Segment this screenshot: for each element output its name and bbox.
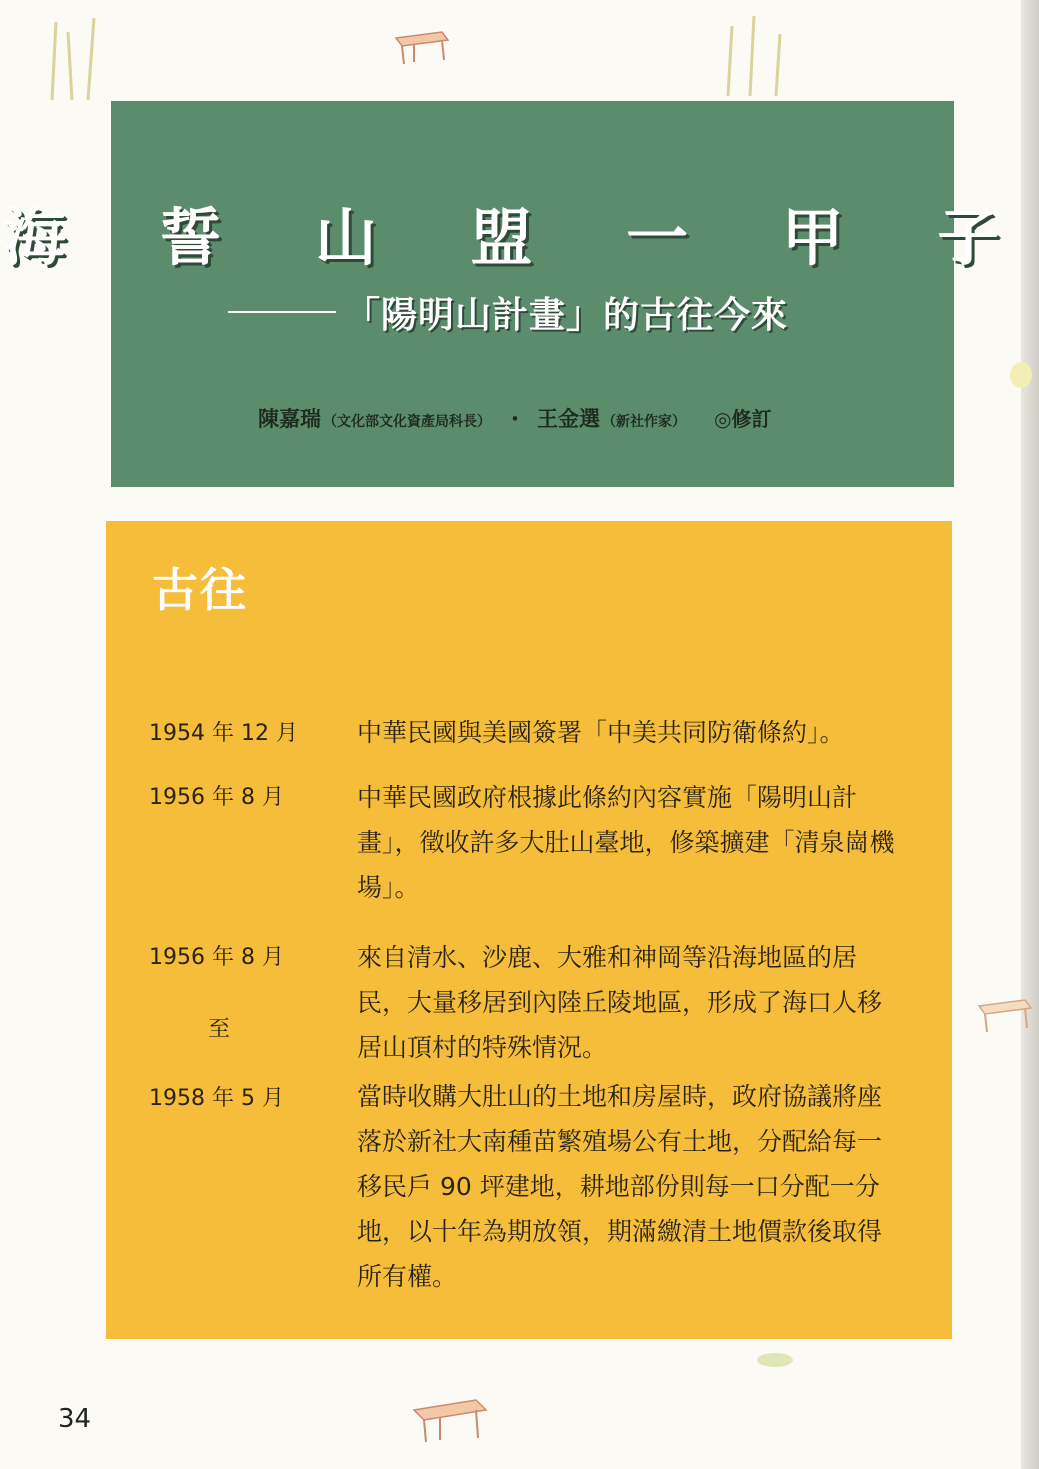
entry-text: 中華民國政府根據此條約內容實施「陽明山計畫」，徵收許多大肚山臺地，修築擴建「清泉崗機場」。 bbox=[357, 783, 895, 902]
table-sketch-icon bbox=[975, 990, 1035, 1034]
byline bbox=[258, 403, 771, 439]
table-sketch-icon bbox=[410, 1388, 490, 1444]
page-title: 海 誓 山 盟 一 甲 子 bbox=[3, 201, 1036, 274]
entry-text: 中華民國與美國簽署「中美共同防衛條約」。 bbox=[357, 718, 845, 747]
subtitle: 「陽明山計畫」的古往今來 bbox=[344, 294, 789, 336]
revise-note: ◎修訂 bbox=[714, 407, 772, 431]
author-name: 王金選 bbox=[537, 406, 600, 431]
grass-sketch-icon bbox=[720, 8, 790, 98]
leaf-sketch-icon bbox=[755, 1350, 795, 1370]
entry-date: 1954 年 12 月 bbox=[149, 721, 298, 746]
subtitle-row bbox=[228, 285, 788, 339]
entry-date: 1956 年 8 月 bbox=[149, 785, 284, 810]
table-sketch-icon bbox=[392, 22, 452, 66]
author-separator: ・ bbox=[505, 407, 525, 431]
subtitle-dash bbox=[228, 311, 336, 313]
entry-date-range: 至 bbox=[208, 1017, 231, 1042]
leaf-sketch-icon bbox=[1008, 360, 1034, 390]
entry-text: 當時收購大肚山的土地和房屋時，政府協議將座落於新社大南種苗繁殖場公有土地，分配給每一移民戶 90 坪建地，耕地部份則每一口分配一分地，以十年為期放領，期滿繳清土地價款後取得所有權。 bbox=[357, 1082, 883, 1291]
section-heading: 古往 bbox=[152, 563, 248, 617]
author-role: （文化部文化資產局科長） bbox=[323, 414, 491, 430]
entry-date: 1958 年 5 月 bbox=[149, 1086, 284, 1111]
grass-sketch-icon bbox=[42, 12, 102, 102]
entry-date: 1956 年 8 月 bbox=[149, 945, 284, 970]
author-name: 陳嘉瑞 bbox=[258, 406, 321, 431]
page-number: 34 bbox=[58, 1404, 92, 1434]
author-role: （新社作家） bbox=[602, 414, 686, 430]
entry-text: 來自清水、沙鹿、大雅和神岡等沿海地區的居民，大量移居到內陸丘陵地區，形成了海口人移居山頂村的特殊情況。 bbox=[357, 943, 883, 1062]
